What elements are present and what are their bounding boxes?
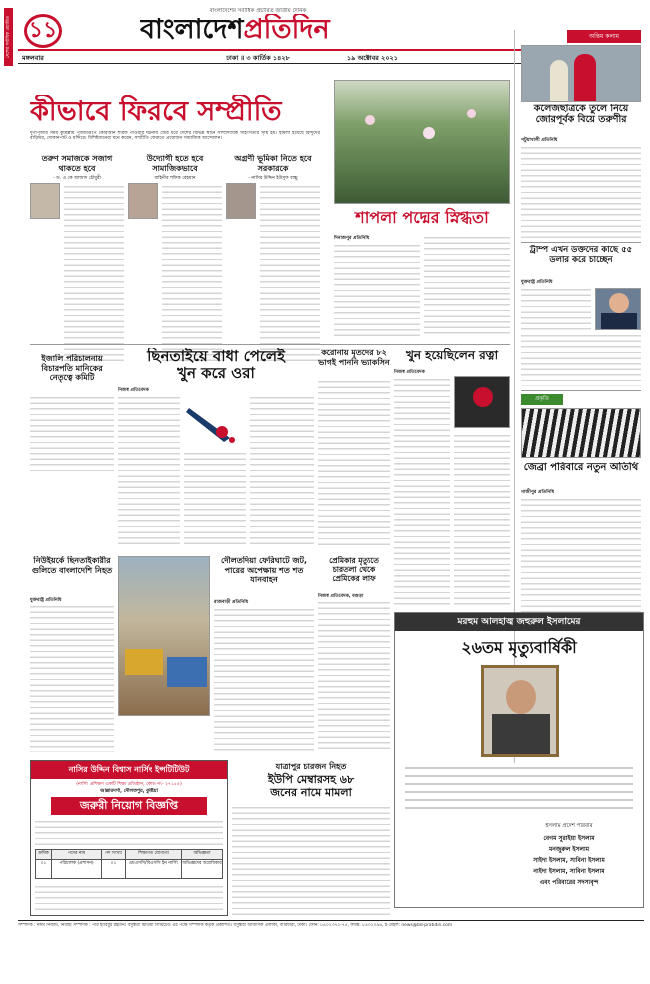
- photo-credit: দিনাজপুর প্রতিনিধি: [334, 236, 370, 241]
- side-tab: দেশের সর্বাধিক প্রচারিত: [4, 8, 13, 66]
- th-count: পদ সংখ্যা: [102, 850, 126, 859]
- th-experience: অভিজ্ঞতা: [193, 851, 211, 856]
- truck-2: [167, 657, 207, 687]
- opinion-3-photo: [226, 183, 256, 219]
- lover-story: [318, 556, 390, 752]
- recruit-table: [35, 849, 223, 879]
- murder-body-1: [394, 376, 450, 608]
- signatory-3: সাইদা ইসলাম, সাবিনা ইসলাম: [533, 857, 605, 864]
- trump-photo: [595, 288, 641, 330]
- nature-tab: প্রকৃতি: [521, 394, 563, 405]
- newyork-headline: নিউইয়র্কে ছিনতাইকারীর গুলিতে বাংলাদেশি নিহত: [31, 556, 113, 575]
- footer-imprint: সম্পাদক : নঈম নিজাম, নির্বাহী সম্পাদক : পীর হাবিবুর রহমান। বসুন্ধরা মিডিয়া লিমিটেড এর পক্ষে সম্পাদক কর্তৃক প্রকাশিত। বসুন্ধরা আবাসিক এলাকা, বারিধারা, ঢাকা। ফোন: ৮৪০২৩৭২-৭৫, ফ্যাক্স: ৮৪০২০৯৬, ই-মেইল: news@bd-pratidin.com: [18, 923, 453, 928]
- nursing-ad: [30, 760, 228, 916]
- row-divider: [30, 344, 510, 345]
- ferry-photo: [118, 556, 210, 716]
- snatching-line-2: খুন করে ওরা: [177, 364, 255, 382]
- abduction-photo: [521, 45, 641, 102]
- memorial-text: [405, 763, 633, 811]
- ilish-story: [30, 354, 114, 478]
- signatory-1: বেগম সুরাইয়া ইসলাম: [543, 835, 595, 842]
- signatory-5: এবং পরিবারের সদস্যবৃন্দ: [539, 879, 599, 886]
- nursing-title: নাসির উদ্দিন বিশ্বাস নার্সিং ইন্সটিটিউট: [31, 761, 227, 779]
- memorial-portrait: [481, 665, 559, 757]
- nursing-sub: (নার্সিং প্রশিক্ষণ একটি শিক্ষা প্রতিষ্ঠান, কোড নং- ২৭১৫৫): [76, 782, 182, 787]
- td-serial: ০১: [36, 860, 52, 878]
- portrait-jacket: [492, 714, 550, 756]
- signatories-list: [505, 833, 633, 905]
- ilish-headline: ইজালি পরিচালনায় বিচারপতি মানিকের নেতৃত্বে কমিটি: [41, 354, 103, 382]
- corona-headline: করোনায় মৃতদের ৮২ ভাগই পাননি ভ্যাকসিন: [318, 348, 390, 367]
- opinion-1: [30, 154, 124, 362]
- trump-headline: ট্রাম্প এখন ডক্তদের কাছে ৫৫ ডলার করে চাচ্ছেন: [529, 245, 633, 265]
- opinion-2: [128, 154, 222, 362]
- th-serial: ক্রমিক: [36, 850, 52, 859]
- lover-headline: প্রেমিকার মৃত্যুতে চারতলা থেকে প্রেমিকের লাফ: [329, 556, 379, 583]
- wedding-figure: [574, 54, 596, 102]
- corona-body: [318, 378, 390, 548]
- title-main: বাংলাদেশ: [140, 14, 244, 45]
- snatching-body-3: [250, 394, 314, 548]
- sidebar-divider-2: [521, 390, 641, 391]
- tagline: বাংলাদেশের সর্বাধিক প্রচারিত জাতীয় দৈনিক: [209, 8, 307, 14]
- snatching-body-1: [118, 394, 180, 548]
- td-post: পরিচালক (প্রশাসন): [52, 860, 102, 878]
- up-line-1: যাত্রাপুর চারজন নিহত: [275, 762, 347, 771]
- up-story: [232, 760, 390, 916]
- abduction-credit: পটুয়াখালী প্রতিনিধি: [521, 138, 558, 143]
- snatching-story: [118, 348, 314, 548]
- date-right: ১৯ অক্টোবর ২০২১: [346, 54, 398, 62]
- lead-intro: দুর্গাপূজার সময় কুমিল্লায় পূজামণ্ডপে কোরআন শরিফ পাওয়ার ঘটনায় জের ধরে দেশের বিভিন্ন স্থানে সাম্প্রদায়িক সহিংসতার সৃষ্টি হয়। হামলা হয়েছে হিন্দুদের বাড়িঘর, দোকানপাট ও মন্দিরে। বিশিষ্টজনেরা মনে করেন, সম্প্রীতি ফেরাতে প্রয়োজন সামাজিক আন্দোলন।: [30, 131, 320, 142]
- table-header-row: [36, 850, 222, 860]
- lotus-flower-3: [467, 109, 476, 118]
- lover-credit: নিজস্ব প্রতিবেদক, বগুড়া: [318, 594, 364, 599]
- trump-suit: [601, 313, 637, 330]
- nursing-address: আল্লারদর্গা, দৌলতপুর, কুষ্টিয়া: [100, 789, 158, 794]
- opinion-2-byline: বাহিনীর শফিক রেহমান: [154, 176, 196, 181]
- memorial-anniversary: ২৬তম মৃত্যুবার্ষিকী: [461, 638, 577, 657]
- th-post: পদের নাম: [52, 850, 102, 859]
- recruit-footer: [35, 883, 223, 913]
- opinion-1-photo: [30, 183, 60, 219]
- table-row: [36, 860, 222, 878]
- recruit-title: জরুরী নিয়োগ বিজ্ঞপ্তি: [51, 797, 207, 815]
- truck-1: [125, 649, 163, 675]
- up-headline: [232, 760, 390, 804]
- opinion-2-photo: [128, 183, 158, 219]
- signatories-title: ইসলাম প্রদেশ পরিবার: [545, 823, 593, 829]
- murder-body-2: [454, 432, 510, 608]
- snatching-credit: নিজস্ব প্রতিবেদক: [118, 388, 149, 393]
- lead-headline: কীভাবে ফিরবে সম্প্রীতি: [30, 96, 282, 127]
- opinion-3-byline: - নাসির উদ্দিন ইউসুফ বাচ্চু: [248, 176, 298, 181]
- location-date: ঢাকা ॥ ৩ কার্তিক ১৪২৮: [226, 54, 290, 62]
- anniversary-logo: [20, 12, 66, 50]
- snatching-line-1: ছিনতাইয়ে বাধা পেলেই: [147, 348, 285, 365]
- opinion-3: [226, 154, 320, 362]
- newyork-body: [30, 603, 114, 752]
- trump-body: [521, 286, 591, 330]
- td-count: ০১: [102, 860, 126, 878]
- sidebar-divider-1: [521, 242, 641, 243]
- abduction-headline: কলেজছাত্রকে তুলে নিয়ে জোরপূর্বক বিয়ে তরুণীর: [533, 104, 629, 125]
- ilish-body: [30, 394, 114, 474]
- lotus-flower-2: [423, 127, 435, 139]
- groom-figure: [550, 60, 568, 102]
- up-line-2: ইউপি মেম্বারসহ ৬৮: [267, 773, 355, 786]
- ferry-story: [118, 556, 314, 752]
- trump-body-2: [521, 332, 641, 386]
- memorial-name-line: মরহুম আলহাজ্ব জহুরুল ইসলামের: [395, 613, 643, 631]
- opinion-1-byline: - ড. এ কে আজাদ চৌধুরী: [53, 176, 101, 181]
- td-experience: অভিজ্ঞদের অগ্রাধিকার: [182, 861, 222, 866]
- newyork-story: [30, 556, 114, 752]
- opinion-2-headline: উদ্যোগী হতে হবে সামাজিকভাবে: [146, 154, 204, 173]
- opinion-3-headline: অগ্রণী ভূমিকা নিতে হবে সরকারকে: [234, 154, 312, 173]
- corona-story: [318, 348, 390, 548]
- zebra-photo: [521, 408, 641, 458]
- anniversary-number: ১১: [28, 18, 58, 43]
- murder-credit: নিজস্ব প্রতিবেদক: [394, 370, 425, 375]
- opinion-columns: [30, 154, 320, 362]
- kolam-tab: অন্তিম কলাম: [567, 30, 641, 43]
- trump-credit: যুক্তরাষ্ট্র প্রতিনিধি: [521, 280, 553, 285]
- abduction-body: [521, 144, 641, 240]
- murder-story: [394, 348, 510, 608]
- lotus-flower-1: [365, 115, 375, 125]
- photo-body-2: [424, 234, 510, 338]
- zebra-body: [521, 496, 641, 622]
- recruit-body: [35, 818, 223, 846]
- opinion-3-body: [260, 183, 320, 361]
- opinion-2-body: [162, 183, 222, 361]
- up-line-3: জনের নামে মামলা: [270, 786, 352, 799]
- murder-headline: খুন হয়েছিলেন রত্না: [405, 348, 499, 362]
- signatory-2: মনজুরুল ইসলাম: [548, 846, 590, 853]
- badge-mark: [473, 387, 493, 407]
- paper-title: [140, 14, 500, 46]
- signatory-4: নাইদা ইসলাম, সাবিনা ইসলাম: [533, 868, 605, 875]
- ferry-headline: দৌলতদিয়া ফেরিঘাটে জট, পারের অপেক্ষায় শত শত যানবাহন: [221, 556, 307, 584]
- memorial-ad: [394, 612, 644, 908]
- photo-body-1: [334, 242, 420, 338]
- day: মঙ্গলবার: [22, 54, 44, 62]
- knife-illustration: [184, 394, 246, 448]
- zebra-headline: জেব্রা পরিবারে নতুন অতিথি: [523, 462, 639, 473]
- th-qualification: শিক্ষাগত যোগ্যতা: [126, 850, 182, 859]
- snatching-headline: [118, 348, 314, 386]
- ferry-body: [214, 606, 314, 752]
- opinion-1-body: [64, 183, 124, 361]
- title-accent: প্রতিদিন: [243, 14, 330, 45]
- murder-badge: [454, 376, 510, 428]
- photo-caption: শাপলা পদ্মের স্নিগ্ধতা: [355, 208, 489, 227]
- trump-face: [609, 293, 629, 313]
- lotus-photo: [334, 80, 510, 204]
- knife-icon: [184, 394, 246, 448]
- opinion-1-headline: তরুণ সমাজকে সজাগ থাকতে হবে: [41, 154, 113, 173]
- ferry-credit: রাজবাড়ী প্রতিনিধি: [214, 600, 249, 605]
- up-body: [232, 804, 390, 916]
- newyork-credit: যুক্তরাষ্ট্র প্রতিনিধি: [30, 598, 62, 603]
- lover-body: [318, 599, 390, 752]
- footer-rule: [18, 920, 644, 921]
- portrait-face: [506, 680, 536, 714]
- snatching-body-2: [184, 450, 246, 548]
- td-qualification: এমএসসি/বিএসসি ইন নার্সিং: [126, 860, 182, 878]
- zebra-credit: গাজীপুর প্রতিনিধি: [521, 490, 555, 495]
